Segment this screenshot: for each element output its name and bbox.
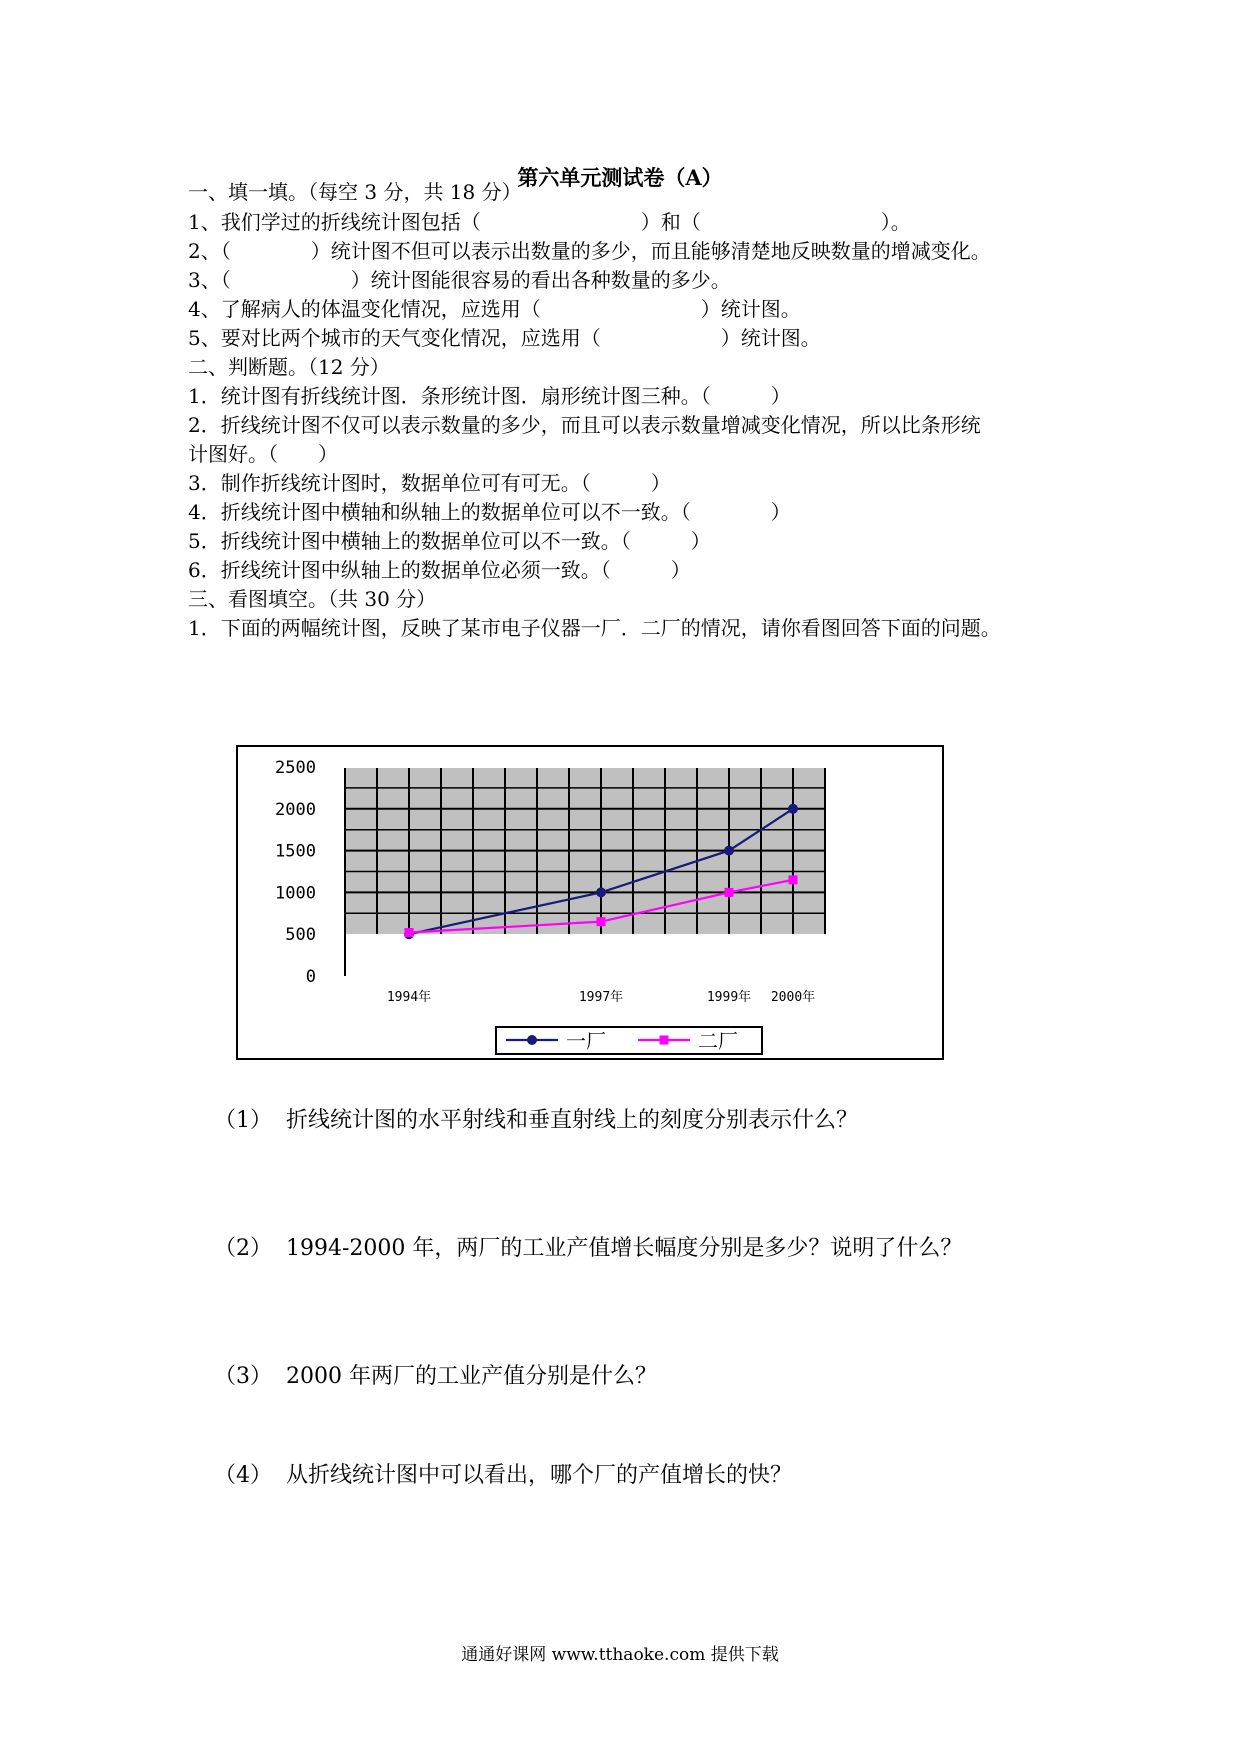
question-2-text: 1994-2000 年，两厂的工业产值增长幅度分别是多少？说明了什么？	[286, 1236, 963, 1261]
question-4	[200, 1433, 792, 1489]
legend-marker-2	[660, 1036, 669, 1045]
legend-marker-1	[527, 1035, 537, 1045]
fill-item-1: 1、我们学过的折线统计图包括（ ）和（ ）。	[188, 210, 911, 234]
line-chart	[236, 745, 944, 1060]
y-tick-label: 2500	[275, 758, 316, 778]
x-tick-label: 2000年	[770, 990, 816, 1005]
data-point	[725, 888, 734, 897]
data-point	[788, 804, 798, 814]
footer: 通通好课网 www.tthaoke.com 提供下载	[461, 1645, 779, 1665]
question-1	[200, 1078, 858, 1134]
section1-heading: 一、填一填。（每空 3 分，共 18 分）	[188, 180, 522, 204]
data-point	[405, 928, 414, 937]
x-tick-label: 1994年	[386, 990, 432, 1005]
question-3-number: （3）	[214, 1364, 272, 1389]
question-1-number: （1）	[214, 1108, 272, 1133]
fill-item-2: 2、（ ）统计图不但可以表示出数量的多少，而且能够清楚地反映数量的增减变化。	[188, 239, 991, 263]
judge-item-2: 2．折线统计图不仅可以表示数量的多少，而且可以表示数量增减变化情况，所以比条形统	[188, 413, 981, 437]
page-title: 第六单元测试卷（A）	[517, 165, 723, 190]
y-tick-label: 1000	[275, 883, 316, 904]
question-2-number: （2）	[214, 1236, 272, 1261]
judge-item-6: 6．折线统计图中纵轴上的数据单位必须一致。（ ）	[188, 558, 691, 582]
question-3-text: 2000 年两厂的工业产值分别是什么？	[286, 1364, 657, 1389]
question-4-number: （4）	[214, 1463, 272, 1488]
legend-label-2: 二厂	[698, 1029, 738, 1053]
y-tick-label: 500	[285, 925, 316, 946]
question-4-text: 从折线统计图中可以看出，哪个厂的产值增长的快？	[286, 1463, 793, 1488]
judge-item-3: 3．制作折线统计图时，数据单位可有可无。（ ）	[188, 471, 671, 495]
question-3	[200, 1334, 657, 1390]
y-tick-label: 2000	[275, 799, 316, 820]
fill-item-3: 3、（ ）统计图能很容易的看出各种数量的多少。	[188, 268, 731, 292]
section3-heading: 三、看图填空。（共 30 分）	[188, 587, 437, 611]
question-1-text: 折线统计图的水平射线和垂直射线上的刻度分别表示什么？	[286, 1108, 859, 1133]
judge-item-4: 4．折线统计图中横轴和纵轴上的数据单位可以不一致。（ ）	[188, 500, 791, 524]
chart-canvas	[238, 747, 942, 1058]
x-tick-label: 1997年	[578, 990, 624, 1005]
judge-item-5: 5．折线统计图中横轴上的数据单位可以不一致。（ ）	[188, 529, 711, 553]
data-point	[597, 917, 606, 926]
section3-intro: 1．下面的两幅统计图，反映了某市电子仪器一厂．二厂的情况，请你看图回答下面的问题。	[188, 616, 1001, 640]
data-point	[596, 887, 606, 897]
y-tick-label: 0	[305, 967, 316, 987]
y-tick-label: 1500	[275, 841, 316, 862]
section2-heading: 二、判断题。（12 分）	[188, 355, 390, 379]
data-point	[724, 846, 734, 856]
judge-item-2-cont: 计图好。（ ）	[188, 442, 338, 466]
question-2	[200, 1206, 962, 1262]
legend-label-1: 一厂	[566, 1029, 606, 1053]
data-point	[789, 875, 798, 884]
x-tick-label: 1999年	[706, 990, 752, 1005]
judge-item-1: 1．统计图有折线统计图．条形统计图．扇形统计图三种。（ ）	[188, 384, 791, 408]
fill-item-4: 4、了解病人的体温变化情况，应选用（ ）统计图。	[188, 297, 801, 321]
fill-item-5: 5、要对比两个城市的天气变化情况，应选用（ ）统计图。	[188, 326, 821, 350]
